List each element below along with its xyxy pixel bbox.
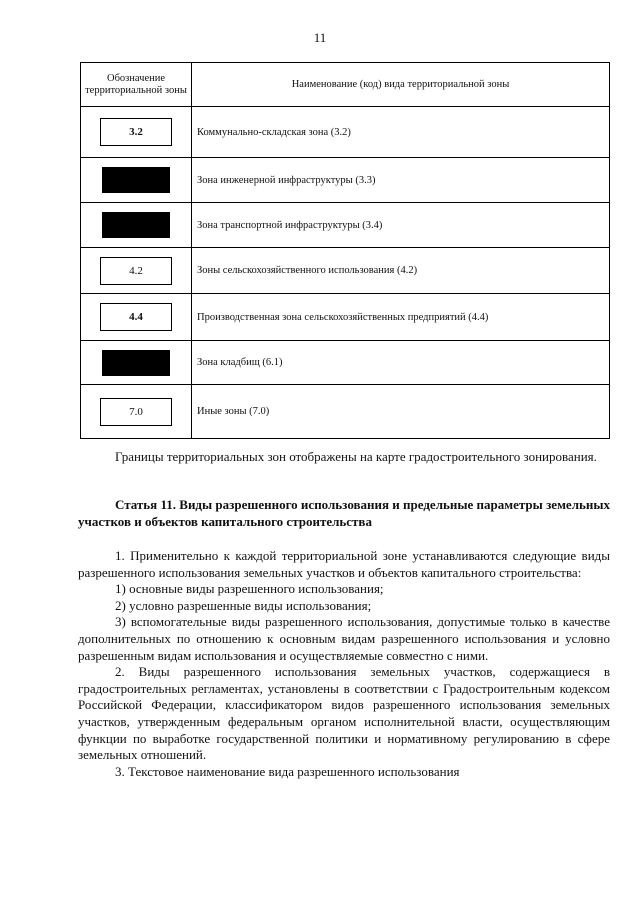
table-row <box>81 107 610 158</box>
table-header-row <box>81 63 610 107</box>
zone-symbol: 7.0 <box>100 398 172 426</box>
zone-symbol-redacted <box>102 350 170 376</box>
header-zone-symbol: Обозначение территориальной зоны <box>81 63 192 107</box>
table-row <box>81 385 610 439</box>
body-text-top <box>78 449 610 466</box>
boundaries-note: Границы территориальных зон отображены на карте градостроительного зонирования. <box>115 449 597 464</box>
zone-name: Зона транспортной инфраструктуры (3.4) <box>192 203 610 248</box>
page-number: 11 <box>313 30 327 45</box>
table-row <box>81 294 610 341</box>
article-section <box>78 497 610 530</box>
paragraph-3: 3. Текстовое наименование вида разрешенного использования <box>115 763 460 779</box>
zone-symbol: 4.4 <box>100 303 172 331</box>
zone-name: Зоны сельскохозяйственного использования (4.2) <box>192 248 610 294</box>
zone-symbol: 3.2 <box>100 118 172 146</box>
paragraph-1: 1. Применительно к каждой территориальной зоне устанавливаются следующие виды разрешенного использования земельных участков и объектов капитального строительства: <box>78 548 610 580</box>
table-row <box>81 248 610 294</box>
zone-symbol: 4.2 <box>100 257 172 285</box>
table-row <box>81 203 610 248</box>
zone-name: Коммунально-складская зона (3.2) <box>192 107 610 158</box>
zone-name: Иные зоны (7.0) <box>192 385 610 439</box>
paragraph-2: 2. Виды разрешенного использования земельных участков, содержащиеся в градостроительных регламентах, установлены в соответствии с Градостроительным кодексом Российской Федерации, классификатором видов разрешенного использования земельных участков, утвержденным федеральным органом исполнительной власти, осуществляющим функции по выработке государственной политики и нормативному регулированию в сфере земельных отношений. <box>78 664 610 763</box>
table-row <box>81 341 610 385</box>
list-item-3: 3) вспомогательные виды разрешенного использования, допустимые только в качестве дополнительных по отношению к основным видам разрешенного использования и условно разрешенным видам использования и осуществляемые совместно с ними. <box>78 614 610 663</box>
zone-symbol-redacted <box>102 167 170 193</box>
zone-name: Зона кладбищ (6.1) <box>192 341 610 385</box>
header-zone-name: Наименование (код) вида территориальной зоны <box>192 63 610 107</box>
zone-symbol-redacted <box>102 212 170 238</box>
list-item-1: 1) основные виды разрешенного использования; <box>115 581 384 597</box>
article-body <box>78 548 610 780</box>
zone-name: Производственная зона сельскохозяйственных предприятий (4.4) <box>192 294 610 341</box>
article-heading: Статья 11. Виды разрешенного использования и предельные параметры земельных участков и объектов капитального строительства <box>78 497 610 529</box>
list-item-2: 2) условно разрешенные виды использования; <box>115 597 372 613</box>
zone-name: Зона инженерной инфраструктуры (3.3) <box>192 158 610 203</box>
zones-legend-table <box>80 62 610 439</box>
table-row <box>81 158 610 203</box>
